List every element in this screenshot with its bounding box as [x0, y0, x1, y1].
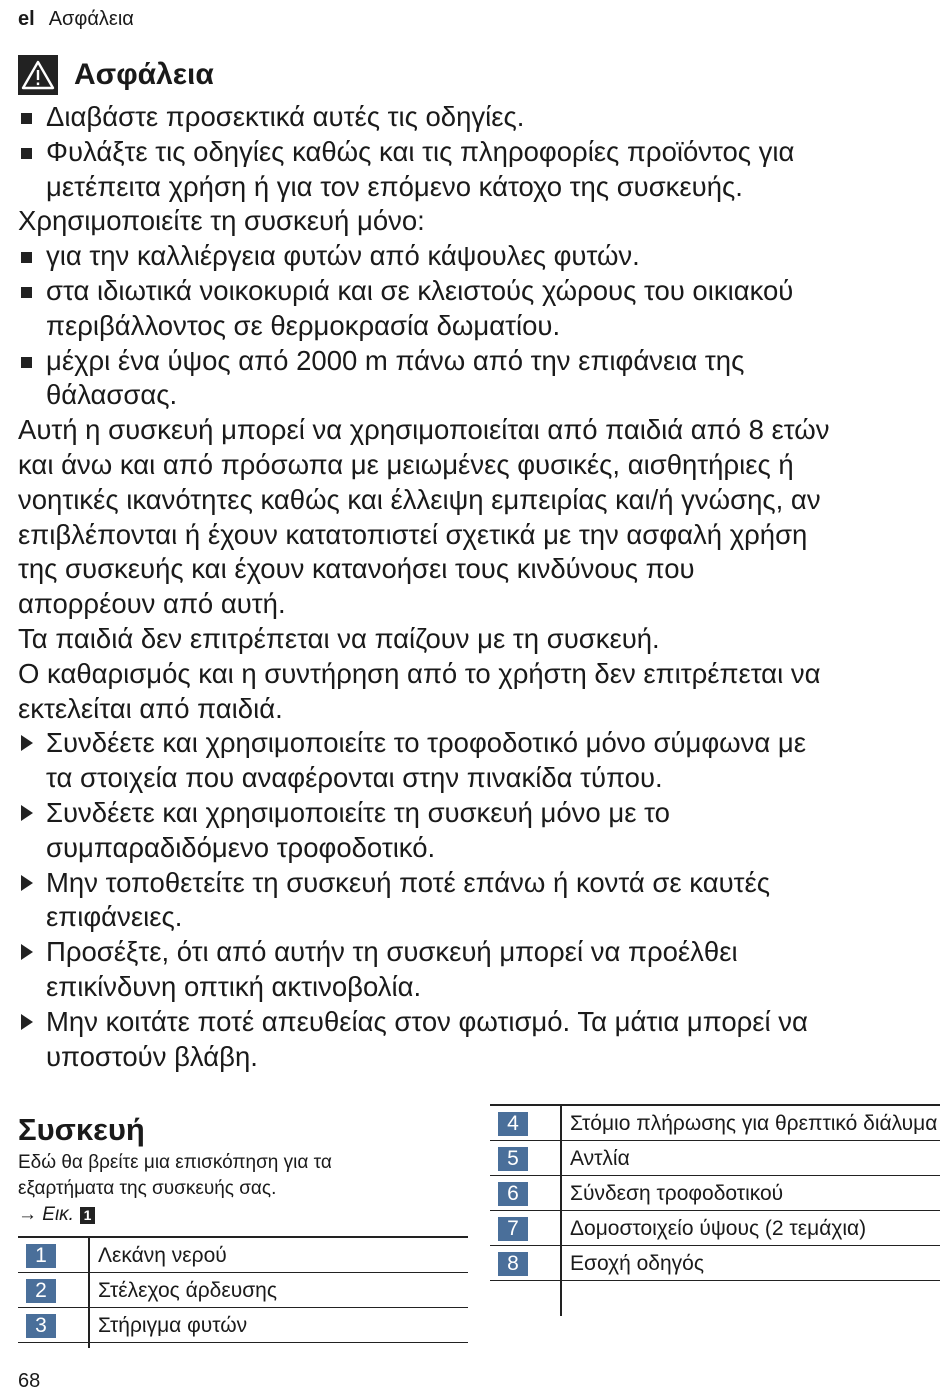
warning-triangle-icon	[18, 55, 58, 95]
text-line: μετέπειτα χρήση ή για τον επόμενο κάτοχο της συσκευής.	[46, 170, 743, 202]
part-number-cell	[490, 1251, 570, 1276]
square-bullet-icon	[21, 252, 32, 263]
figure-reference	[18, 1204, 95, 1226]
device-intro-line: Εδώ θα βρείτε μια επισκόπηση για τα	[18, 1152, 332, 1173]
text-line: Διαβάστε προσεκτικά αυτές τις οδηγίες.	[46, 101, 525, 132]
page-header	[18, 8, 134, 31]
action-item	[18, 866, 933, 936]
text-line: Συνδέετε και χρησιμοποιείτε το τροφοδοτικό μόνο σύμφωνα με	[46, 727, 807, 759]
parts-table-left	[18, 1236, 468, 1343]
paragraph	[18, 413, 933, 622]
part-label: Αντλία	[570, 1147, 630, 1170]
bullet-item	[18, 274, 933, 344]
bullet-item	[18, 135, 933, 205]
part-number-cell	[18, 1278, 98, 1303]
text-line: Μην τοποθετείτε τη συσκευή ποτέ επάνω ή κοντά σε καυτές	[46, 866, 771, 898]
device-intro	[18, 1150, 438, 1202]
square-bullet-icon	[21, 148, 32, 159]
bullet-item	[18, 100, 933, 135]
part-number-badge: 8	[498, 1252, 528, 1276]
triangle-arrow-icon	[21, 735, 33, 751]
part-label: Εσοχή οδηγός	[570, 1252, 704, 1275]
part-number-badge: 2	[26, 1279, 56, 1303]
part-row	[490, 1106, 940, 1141]
part-label: Στήριγμα φυτών	[98, 1314, 248, 1337]
part-number-cell	[18, 1243, 98, 1268]
part-label: Δομοστοιχείο ύψους (2 τεμάχια)	[570, 1217, 867, 1240]
text-line: Φυλάξτε τις οδηγίες καθώς και τις πληροφορίες προϊόντος για	[46, 135, 795, 167]
part-label: Στέλεχος άρδευσης	[98, 1279, 277, 1302]
text-line: Τα παιδιά δεν επιτρέπεται να παίζουν με τη συσκευή.	[18, 622, 660, 654]
text-line: επικίνδυνη οπτική ακτινοβολία.	[46, 970, 422, 1002]
text-line: Συνδέετε και χρησιμοποιείτε τη συσκευή μόνο με το	[46, 796, 670, 828]
part-label: Λεκάνη νερού	[98, 1244, 227, 1267]
page-number: 68	[18, 1370, 41, 1392]
text-line: θάλασσας.	[46, 379, 178, 411]
text-line: τα στοιχεία που αναφέρονται στην πινακίδα τύπου.	[46, 762, 663, 794]
part-number-cell	[490, 1111, 570, 1136]
triangle-arrow-icon	[21, 875, 33, 891]
triangle-arrow-icon	[21, 1014, 33, 1030]
action-item	[18, 935, 933, 1005]
safety-title: Ασφάλεια	[74, 58, 214, 91]
part-number-cell	[490, 1181, 570, 1206]
part-number-badge: 7	[498, 1217, 528, 1241]
safety-heading	[18, 55, 214, 95]
action-item	[18, 726, 933, 796]
text-line: για την καλλιέργεια φυτών από κάψουλες φυτών.	[46, 240, 640, 272]
text-line: μέχρι ένα ύψος από 2000 m πάνω από την επιφάνεια της	[46, 344, 745, 376]
action-item	[18, 1005, 933, 1075]
device-intro-line: εξαρτήματα της συσκευής σας.	[18, 1178, 277, 1199]
triangle-arrow-icon	[21, 805, 33, 821]
language-code: el	[18, 8, 35, 30]
paragraph	[18, 204, 933, 239]
square-bullet-icon	[21, 357, 32, 368]
parts-table-right	[490, 1104, 940, 1281]
paragraph	[18, 622, 933, 657]
part-row	[490, 1246, 940, 1281]
part-number-badge: 6	[498, 1182, 528, 1206]
table-column-divider	[88, 1238, 90, 1348]
header-section: Ασφάλεια	[48, 8, 134, 30]
text-line: εκτελείται από παιδιά.	[18, 692, 283, 724]
part-row	[18, 1238, 468, 1273]
figure-number-badge: 1	[80, 1207, 95, 1224]
text-line: επιβλέπονται ή έχουν κατατοπιστεί σχετικά με την ασφαλή χρήση	[18, 518, 808, 550]
part-label: Στόμιο πλήρωσης για θρεπτικό διάλυμα	[570, 1112, 938, 1135]
part-row	[18, 1273, 468, 1308]
bullet-item	[18, 239, 933, 274]
part-number-cell	[490, 1216, 570, 1241]
text-line: απορρέουν από αυτή.	[18, 588, 286, 620]
text-line: συμπαραδιδόμενο τροφοδοτικό.	[46, 831, 436, 863]
action-item	[18, 796, 933, 866]
text-line: Χρησιμοποιείτε τη συσκευή μόνο:	[18, 205, 425, 237]
part-row	[490, 1176, 940, 1211]
safety-content	[18, 100, 933, 1074]
table-column-divider	[560, 1106, 562, 1316]
part-row	[18, 1308, 468, 1343]
arrow-right-icon: →	[18, 1204, 37, 1225]
square-bullet-icon	[21, 287, 32, 298]
part-number-cell	[490, 1146, 570, 1171]
figure-ref-text: Εικ.	[42, 1204, 74, 1225]
text-line: επιφάνειες.	[46, 901, 183, 933]
text-line: Μην κοιτάτε ποτέ απευθείας στον φωτισμό. Τα μάτια μπορεί να	[46, 1005, 808, 1037]
text-line: Ο καθαρισμός και η συντήρηση από το χρήστη δεν επιτρέπεται να	[18, 657, 821, 689]
text-line: και άνω και από πρόσωπα με μειωμένες φυσικές, αισθητήριες ή	[18, 448, 794, 480]
part-number-badge: 3	[26, 1314, 56, 1338]
triangle-arrow-icon	[21, 944, 33, 960]
bullet-item	[18, 344, 933, 414]
text-line: νοητικές ικανότητες καθώς και έλλειψη εμπειρίας και/ή γνώσης, αν	[18, 483, 821, 515]
text-line: Προσέξτε, ότι από αυτήν τη συσκευή μπορεί να προέλθει	[46, 936, 738, 968]
text-line: Αυτή η συσκευή μπορεί να χρησιμοποιείται από παιδιά από 8 ετών	[18, 414, 830, 446]
part-number-badge: 4	[498, 1112, 528, 1136]
part-row	[490, 1211, 940, 1246]
text-line: στα ιδιωτικά νοικοκυριά και σε κλειστούς χώρους του οικιακού	[46, 274, 794, 306]
part-label: Σύνδεση τροφοδοτικού	[570, 1182, 784, 1205]
part-number-badge: 1	[26, 1244, 56, 1268]
part-number-badge: 5	[498, 1147, 528, 1171]
part-row	[490, 1141, 940, 1176]
square-bullet-icon	[21, 113, 32, 124]
part-number-cell	[18, 1313, 98, 1338]
device-title: Συσκευή	[18, 1112, 145, 1147]
text-line: της συσκευής και έχουν κατανοήσει τους κινδύνους που	[18, 553, 695, 585]
text-line: υποστούν βλάβη.	[46, 1040, 258, 1072]
text-line: περιβάλλοντος σε θερμοκρασία δωματίου.	[46, 309, 561, 341]
paragraph	[18, 657, 933, 727]
